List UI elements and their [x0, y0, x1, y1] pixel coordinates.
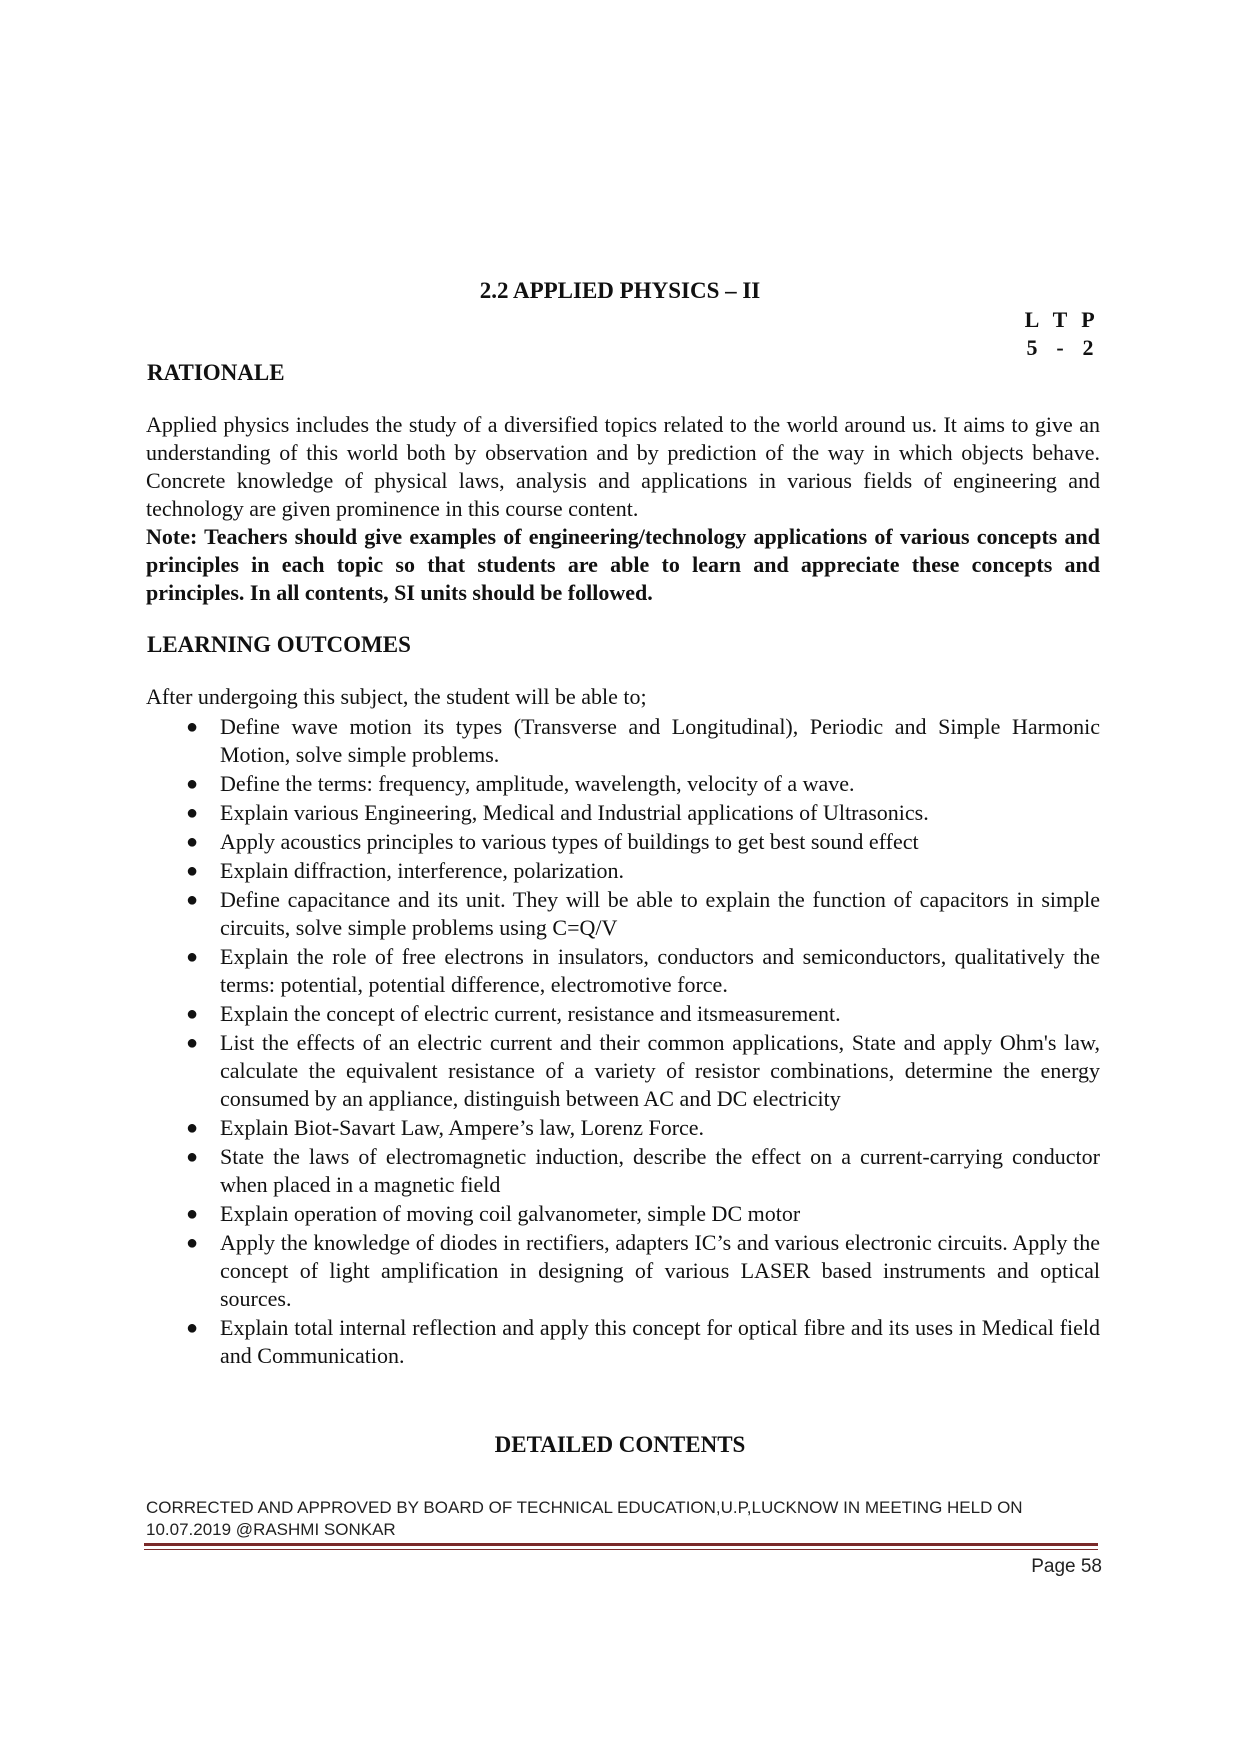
- list-item-text: Apply acoustics principles to various types of buildings to get best sound effect: [220, 829, 919, 854]
- learning-outcomes-intro: After undergoing this subject, the student will be able to;: [146, 684, 647, 709]
- list-item-text: Define wave motion its types (Transverse and Longitudinal), Periodic and Simple Harmonic Motion, solve simple problems.: [220, 714, 1100, 767]
- list-item-text: Define capacitance and its unit. They will be able to explain the function of capacitors in simple circuits, solve simple problems using C=Q/V: [220, 887, 1100, 940]
- list-item: [146, 857, 1100, 885]
- list-item-text: Explain total internal reflection and apply this concept for optical fibre and its uses in Medical field and Communication.: [220, 1315, 1100, 1368]
- page-number: Page 58: [1031, 1556, 1102, 1577]
- list-item-text: State the laws of electromagnetic induction, describe the effect on a current-carrying conductor when placed in a magnetic field: [220, 1144, 1100, 1197]
- detailed-contents-heading: DETAILED CONTENTS: [494, 1432, 746, 1457]
- rationale-heading: RATIONALE: [147, 360, 285, 385]
- bullet-icon: ●: [186, 802, 199, 824]
- list-item: [146, 1000, 1100, 1028]
- list-item-text: Explain operation of moving coil galvanometer, simple DC motor: [220, 1201, 801, 1226]
- footer-line-1: CORRECTED AND APPROVED BY BOARD OF TECHNICAL EDUCATION,U.P,LUCKNOW IN MEETING HELD ON: [146, 1498, 1023, 1517]
- bullet-icon: ●: [186, 1146, 199, 1168]
- list-item: [146, 1314, 1100, 1370]
- bullet-icon: ●: [186, 1032, 199, 1054]
- list-item: [146, 943, 1100, 999]
- rationale-note: Note: Teachers should give examples of engineering/technology applications of various concepts and principles in each topic so that students are able to learn and appreciate these concepts and principles. In all contents, SI units should be followed.: [146, 524, 1100, 605]
- bullet-icon: ●: [186, 860, 199, 882]
- list-item: [146, 1029, 1100, 1113]
- ltp-header-t: T: [1052, 307, 1068, 332]
- bullet-icon: ●: [186, 773, 199, 795]
- bullet-icon: ●: [186, 1232, 199, 1254]
- list-item-text: Explain the role of free electrons in insulators, conductors and semiconductors, qualitatively the terms: potential, potential difference, electromotive force.: [220, 944, 1100, 997]
- ltp-value-t: -: [1056, 335, 1064, 360]
- list-item-text: List the effects of an electric current and their common applications, State and apply Ohm's law, calculate the equivalent resistance of a variety of resistor combinations, determine the energy consumed by an appliance, distinguish between AC and DC electricity: [220, 1030, 1100, 1111]
- ltp-header-p: P: [1081, 307, 1095, 332]
- footer-divider: [144, 1543, 1098, 1546]
- footer-line-2: 10.07.2019 @RASHMI SONKAR: [146, 1520, 396, 1539]
- ltp-value-l: 5: [1026, 335, 1038, 360]
- bullet-icon: ●: [186, 889, 199, 911]
- ltp-values: [1018, 334, 1102, 362]
- learning-outcomes-list: [146, 713, 1100, 1371]
- list-item: [146, 1143, 1100, 1199]
- list-item-text: Apply the knowledge of diodes in rectifiers, adapters IC’s and various electronic circuits. Apply the concept of light amplification in designing of various LASER based instruments and optical sources.: [220, 1230, 1100, 1311]
- list-item: [146, 713, 1100, 769]
- ltp-header-l: L: [1024, 307, 1040, 332]
- list-item-text: Explain the concept of electric current, resistance and itsmeasurement.: [220, 1001, 841, 1026]
- rationale-body: [146, 411, 1100, 607]
- list-item: [146, 1229, 1100, 1313]
- list-item: [146, 828, 1100, 856]
- bullet-icon: ●: [186, 716, 199, 738]
- list-item: [146, 799, 1100, 827]
- bullet-icon: ●: [186, 1203, 199, 1225]
- list-item-text: Explain various Engineering, Medical and Industrial applications of Ultrasonics.: [220, 800, 929, 825]
- ltp-table: [1018, 306, 1102, 362]
- list-item: [146, 886, 1100, 942]
- bullet-icon: ●: [186, 1317, 199, 1339]
- footer-approval-note: [146, 1497, 1106, 1541]
- bullet-icon: ●: [186, 1003, 199, 1025]
- list-item-text: Define the terms: frequency, amplitude, wavelength, velocity of a wave.: [220, 771, 855, 796]
- bullet-icon: ●: [186, 946, 199, 968]
- ltp-value-p: 2: [1082, 335, 1094, 360]
- list-item: [146, 1114, 1100, 1142]
- course-title: 2.2 APPLIED PHYSICS – II: [479, 278, 761, 303]
- list-item: [146, 1200, 1100, 1228]
- footer-divider-thin: [144, 1549, 1098, 1550]
- list-item: [146, 770, 1100, 798]
- list-item-text: Explain diffraction, interference, polarization.: [220, 858, 624, 883]
- learning-outcomes-heading: LEARNING OUTCOMES: [147, 632, 411, 657]
- rationale-text: Applied physics includes the study of a diversified topics related to the world around us. It aims to give an understanding of this world both by observation and by prediction of the way in which objects behave. Concrete knowledge of physical laws, analysis and applications in various fields of engineering and technology are given prominence in this course content.: [146, 412, 1100, 521]
- bullet-icon: ●: [186, 831, 199, 853]
- ltp-headers: [1018, 306, 1102, 334]
- bullet-icon: ●: [186, 1117, 199, 1139]
- list-item-text: Explain Biot-Savart Law, Ampere’s law, Lorenz Force.: [220, 1115, 705, 1140]
